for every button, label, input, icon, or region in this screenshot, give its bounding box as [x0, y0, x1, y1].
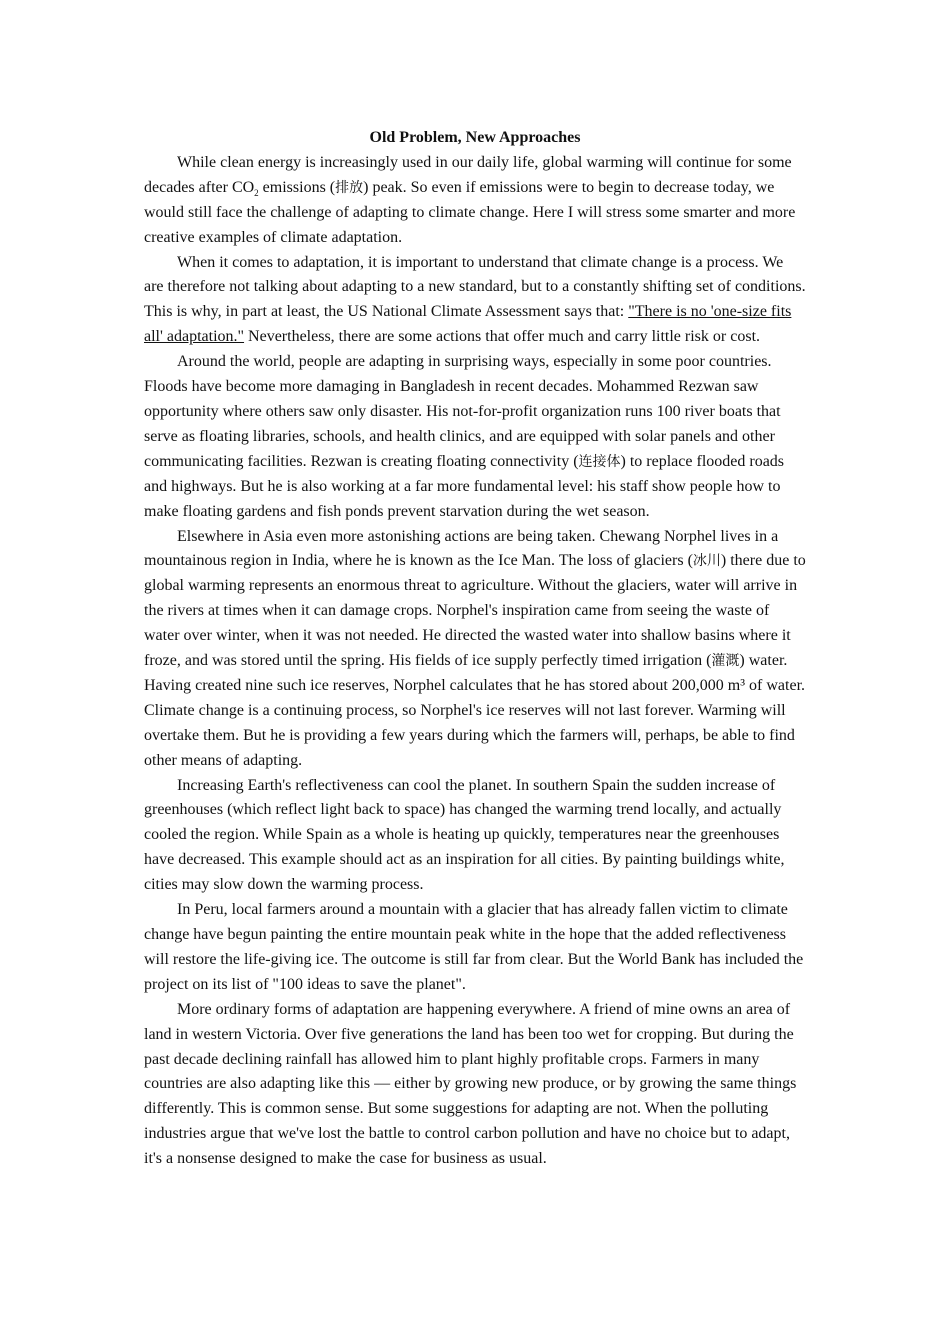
paragraph-4: [144, 525, 806, 774]
gloss-connectivity: 连接体: [578, 453, 621, 470]
gloss-emissions: 排放: [335, 179, 364, 196]
p1-text-b: emissions (: [258, 178, 336, 196]
p3-text-a: Around the world, people are adapting in surprising ways, especially in some poor countries. Floods have become more damaging in Bangladesh in recent decades. Mohammed Rezwan saw opportunity where others saw only disaster. His not-for-profit organization runs 100 river boats that serve as floating libraries, schools, and health clinics, and are equipped with solar panels and other communicating facilities. Rezwan is creating floating connectivity (: [144, 353, 781, 470]
paragraph-2: [144, 251, 806, 351]
p4-text-c: ) water. Having created nine such ice reserves, Norphel calculates that he has stored about 200,000 m³ of water. Climate change is a continuing process, so Norphel's ice reserves will not last forever. Warming will overtake them. But he is providing a few years during which the farmers will, perhaps, be able to find other means of adapting.: [144, 652, 806, 769]
article: [144, 126, 806, 1172]
paragraph-7: More ordinary forms of adaptation are happening everywhere. A friend of mine owns an area of land in western Victoria. Over five generations the land has been too wet for cropping. But during the past decade declining rainfall has allowed him to plant highly profitable crops. Farmers in many countries are also adapting like this — either by growing new produce, or by growing the same things differently. This is common sense. But some suggestions for adapting are not. When the polluting industries argue that we've lost the battle to control carbon pollution and have no choice but to adapt, it's a nonsense designed to make the case for business as usual.: [144, 1000, 797, 1168]
p4-text-a: Elsewhere in Asia even more astonishing actions are being taken. Chewang Norphel lives in a mountainous region in India, where he is known as the Ice Man. The loss of glaciers (: [144, 527, 779, 570]
p1-text-a: While clean energy is increasingly used in our daily life, global warming will continue for some decades after CO: [144, 153, 792, 196]
co2-subscript: 2: [254, 188, 259, 198]
p4-text-b: ) there due to global warming represents an enormous threat to agriculture. Without the glaciers, water will arrive in the rivers at times when it can damage crops. Norphel's inspiration came from seeing the waste of water over winter, when it was not needed. He directed the wasted water into shallow basins where it froze, and was stored until the spring. His fields of ice supply perfectly timed irrigation (: [144, 552, 806, 670]
underlined-quote: "There is no 'one-size fits all' adaptation.": [144, 303, 792, 346]
p2-text-b: Nevertheless, there are some actions that offer much and carry little risk or cost.: [244, 328, 761, 346]
gloss-irrigation: 灌溉: [711, 653, 740, 670]
p3-text-b: ) to replace flooded roads and highways. But he is also working at a far more fundamental level: his staff show people how to make floating gardens and fish ponds prevent starvation during the wet season.: [144, 452, 785, 520]
p2-text-a: When it comes to adaptation, it is important to understand that climate change is a process. We are therefore not talking about adapting to a new standard, but to a constantly shifting set of conditions. This is why, in part at least, the US National Climate Assessment says that:: [144, 253, 806, 321]
paragraph-5: Increasing Earth's reflectiveness can cool the planet. In southern Spain the sudden increase of greenhouses (which reflect light back to space) has changed the warming trend locally, and actually cooled the region. While Spain as a whole is heating up quickly, temperatures near the greenhouses have decreased. This example should act as an inspiration for all cities. By painting buildings white, cities may slow down the warming process.: [144, 776, 785, 894]
article-title: Old Problem, New Approaches: [369, 129, 581, 146]
paragraph-1: [144, 151, 806, 251]
paragraph-3: [144, 350, 806, 524]
paragraph-6: In Peru, local farmers around a mountain with a glacier that has already fallen victim to climate change have begun painting the entire mountain peak white in the hope that the added reflectiveness will restore the life-giving ice. The outcome is still far from clear. But the World Bank has included the project on its list of "100 ideas to save the planet".: [144, 901, 804, 993]
gloss-glaciers: 冰川: [692, 553, 721, 570]
p1-text-c: ) peak. So even if emissions were to begin to decrease today, we would still face the challenge of adapting to climate change. Here I will stress some smarter and more creative examples of climate adaptation.: [144, 178, 796, 246]
